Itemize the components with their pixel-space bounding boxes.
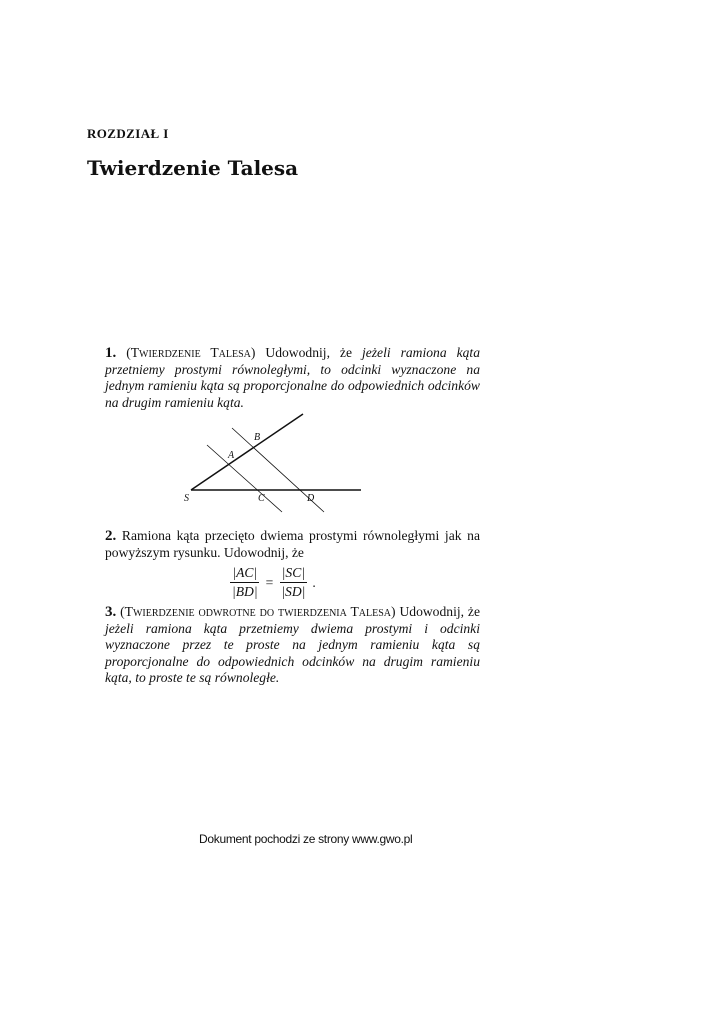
chapter-title: Twierdzenie Talesa (87, 156, 299, 180)
problem-2 (87, 528, 480, 561)
equals-sign: = (265, 574, 274, 590)
fraction-numerator: |AC| (230, 565, 259, 583)
fraction-denominator: |BD| (232, 584, 258, 599)
fraction-right (279, 565, 307, 600)
problem-tag: (Twierdzenie odwrotne do twierdzenia Talesa) (120, 604, 396, 619)
fraction-left (230, 565, 260, 600)
problem-number: 1. (105, 345, 117, 361)
problem-statement: jeżeli ramiona kąta przetniemy dwiema prostymi i odcinki wyznaczone przez te proste na jednym ramieniu kąta są proporcjonalne do odpowiednich odcinków na drugim ramieniu kąta, to proste te są równoległe. (105, 620, 480, 686)
equation-period: . (312, 574, 316, 590)
upper-arm (191, 414, 303, 490)
problem-lead: Udowodnij, że (265, 345, 352, 360)
problem-number: 2. (105, 528, 117, 544)
fraction-denominator: |SD| (281, 584, 306, 599)
problem-1 (87, 345, 480, 411)
chapter-label: ROZDZIAŁ I (87, 126, 169, 141)
label-d: D (307, 493, 315, 504)
label-b: B (254, 432, 261, 443)
label-a: A (228, 450, 235, 461)
label-c: C (258, 493, 265, 504)
page-footer: Dokument pochodzi ze strony www.gwo.pl (199, 832, 413, 846)
problem-number: 3. (105, 604, 117, 620)
problem-text: Ramiona kąta przecięto dwiema prostymi równoległymi jak na powyższym rysunku. Udowodnij, że (105, 528, 481, 560)
fraction-numerator: |SC| (280, 565, 307, 583)
thales-diagram (180, 408, 370, 520)
parallel-line-ac (207, 445, 282, 512)
problem-lead: Udowodnij, że (399, 604, 480, 619)
proportion-equation (228, 565, 316, 600)
label-s: S (184, 493, 189, 504)
problem-statement: jeżeli ramiona kąta przetniemy prostymi równoległymi, to odcinki wyznaczone na jednym ramieniu kąta są proporcjonalne do odpowiednich odcinków na drugim ramieniu kąta. (105, 345, 480, 410)
problem-3 (87, 604, 480, 687)
problem-tag: (Twierdzenie Talesa) (126, 345, 256, 360)
thales-figure (180, 408, 370, 520)
